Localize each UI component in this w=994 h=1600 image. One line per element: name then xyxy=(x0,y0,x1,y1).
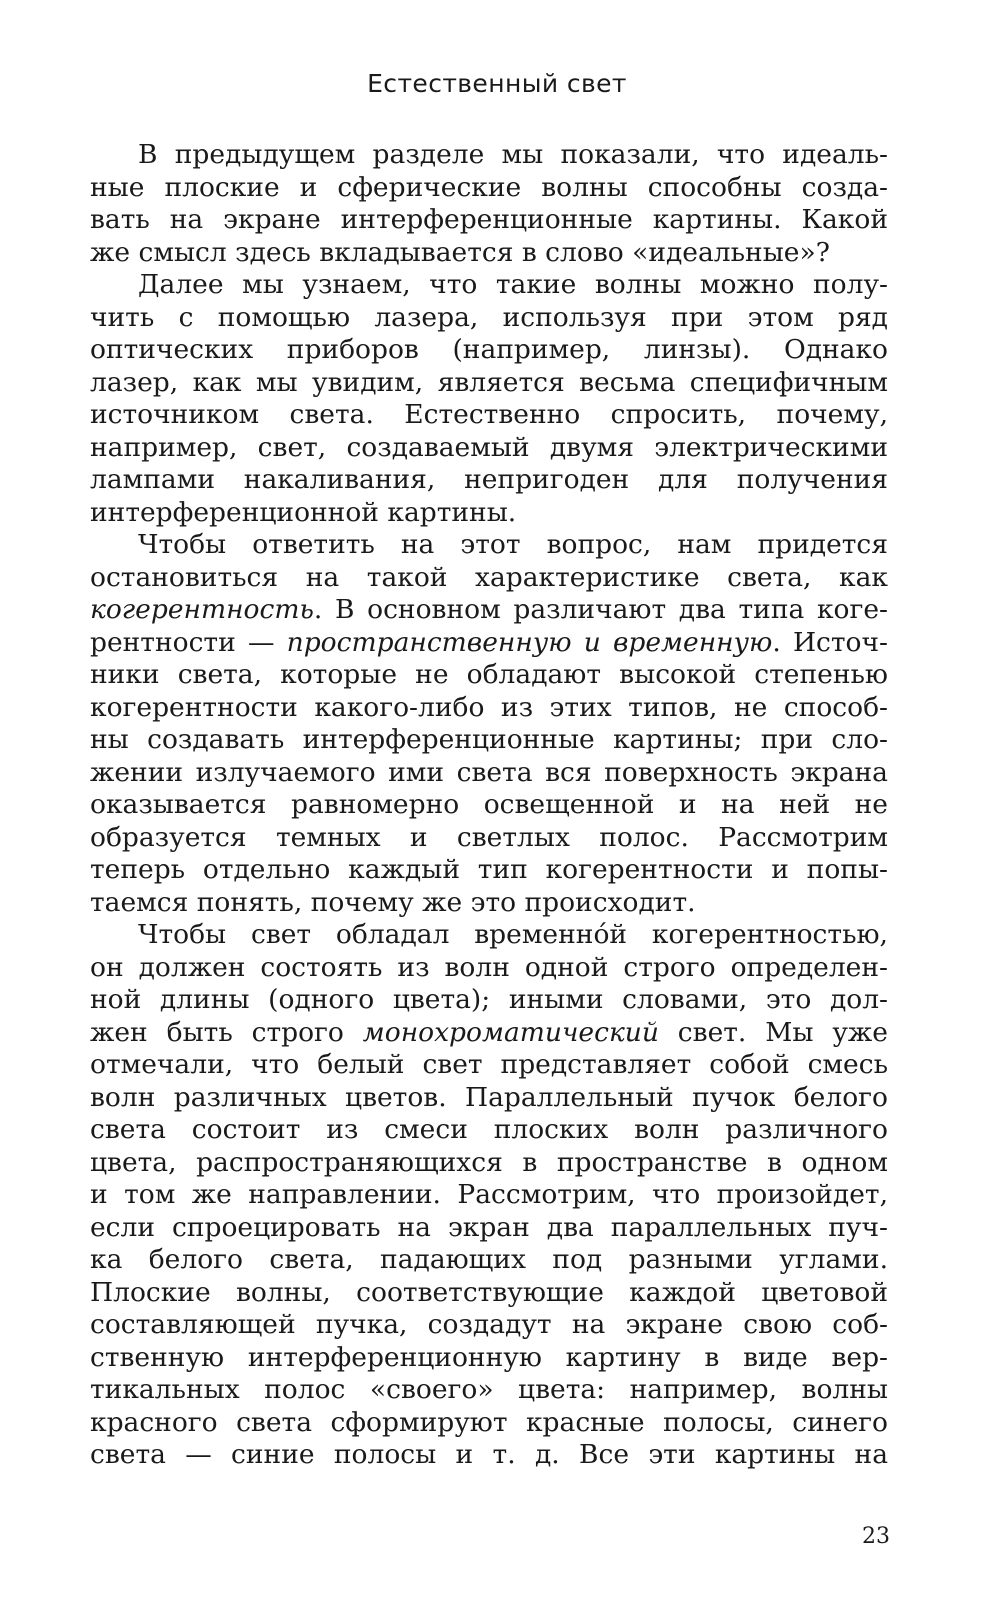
text-line: теперь отдельно каждый тип когерентности и попы- xyxy=(90,854,888,885)
italic-term: когерентность xyxy=(90,594,314,625)
text-line xyxy=(90,594,888,627)
text-line: оказывается равномерно освещенной и на ней не xyxy=(90,789,888,820)
text-line: света — синие полосы и т. д. Все эти картины на xyxy=(90,1439,888,1470)
text-line: ка белого света, падающих под разными углами. xyxy=(90,1244,888,1275)
text-line: лампами накаливания, непригоден для получения xyxy=(90,464,888,495)
text-line: света состоит из смеси плоских волн различного xyxy=(90,1114,888,1145)
text-segment: жен быть строго xyxy=(90,1016,363,1048)
text-line: вать на экране интерференционные картины. Какой xyxy=(90,204,888,235)
text-line: когерентности какого-либо из этих типов, не способ- xyxy=(90,691,888,723)
text-line: например, свет, создаваемый двумя электрическими xyxy=(90,431,888,463)
text-line: остановиться на такой характеристике света, как xyxy=(90,561,888,593)
text-segment: . В основном различают два типа коге- xyxy=(313,594,888,625)
text-segment: . Источ- xyxy=(772,626,888,658)
text-line: ники света, которые не обладают высокой степенью xyxy=(90,659,888,690)
italic-term: пространственную и временную xyxy=(286,626,773,658)
text-line: лазер, как мы увидим, является весьма специфичным xyxy=(90,366,888,398)
text-line: ной длины (одного цвета); иными словами, это дол- xyxy=(90,984,888,1015)
text-line: же смысл здесь вкладывается в слово «идеальные»? xyxy=(90,236,830,268)
text-line xyxy=(90,1017,888,1050)
text-line: красного света сформируют красные полосы, синего xyxy=(90,1406,888,1438)
text-line: цвета, распространяющихся в пространстве в одном xyxy=(90,1146,888,1178)
text-line: тикальных полос «своего» цвета: например, волны xyxy=(90,1374,888,1405)
text-line: Далее мы узнаем, что такие волны можно полу- xyxy=(138,269,888,300)
text-line: Чтобы свет обладал временнóй когерентностью, xyxy=(138,919,888,950)
body-text xyxy=(90,139,888,1472)
text-line: чить с помощью лазера, используя при этом ряд xyxy=(90,301,888,333)
italic-term: монохроматический xyxy=(362,1016,659,1048)
text-line: составляющей пучка, создадут на экране свою соб- xyxy=(90,1309,888,1340)
text-line: жении излучаемого ими света вся поверхность экрана xyxy=(90,756,888,788)
text-line: отмечали, что белый свет представляет собой смесь xyxy=(90,1049,888,1080)
text-line: образуется темных и светлых полос. Рассмотрим xyxy=(90,821,888,853)
text-segment: рентности — xyxy=(90,626,287,658)
text-line: В предыдущем разделе мы показали, что идеаль- xyxy=(138,139,888,170)
text-line: он должен состоять из волн одной строго определен- xyxy=(90,951,888,983)
text-line: ные плоские и сферические волны способны созда- xyxy=(90,171,888,203)
text-line: если спроецировать на экран два параллельных пуч- xyxy=(90,1211,888,1243)
text-line: источником света. Естественно спросить, почему, xyxy=(90,399,888,430)
text-segment: свет. Мы уже xyxy=(658,1016,888,1048)
section-title: Естественный свет xyxy=(367,69,627,98)
text-line: таемся понять, почему же это происходит. xyxy=(90,886,696,918)
text-line: интерференционной картины. xyxy=(90,496,517,528)
text-line: Плоские волны, соответствующие каждой цветовой xyxy=(90,1276,888,1308)
text-line: Чтобы ответить на этот вопрос, нам придется xyxy=(138,529,888,560)
text-line xyxy=(90,627,888,660)
text-line: оптических приборов (например, линзы). Однако xyxy=(90,334,888,365)
page-number: 23 xyxy=(862,1524,890,1549)
text-line: и том же направлении. Рассмотрим, что произойдет, xyxy=(90,1179,888,1210)
text-line: ственную интерференционную картину в виде вер- xyxy=(90,1341,888,1373)
text-line: волн различных цветов. Параллельный пучок белого xyxy=(90,1081,888,1113)
text-line: ны создавать интерференционные картины; при сло- xyxy=(90,724,888,755)
